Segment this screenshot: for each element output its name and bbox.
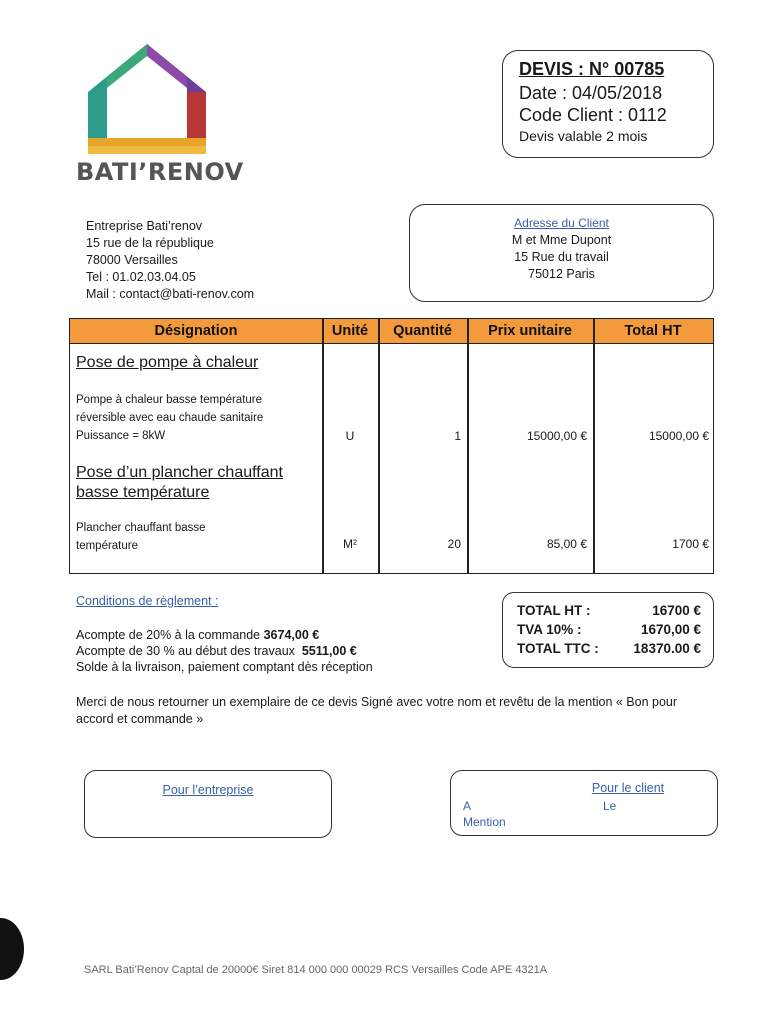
company-line: 78000 Versailles [86,253,178,267]
description-line: réversible avec eau chaude sanitaire [76,412,264,424]
total-ht-label: TOTAL HT : [517,603,591,618]
deposit-works-line [76,643,373,659]
column-divider [593,319,595,573]
totals-box [502,592,714,668]
company-signature-box [84,770,332,838]
company-address [86,218,254,303]
company-line: Entreprise Bati’renov [86,219,203,233]
header-prix-unitaire: Prix unitaire [488,323,572,339]
client-address-box [409,204,714,302]
client-line: 75012 Paris [528,267,595,281]
row-quantity: 1 [454,429,461,443]
client-signature-place: A [463,799,472,813]
header-unite: Unité [331,323,369,339]
company-line: 15 rue de la république [86,236,214,250]
description-line: température [76,540,139,552]
total-ttc-label: TOTAL TTC : [517,641,599,656]
table-header-row [70,319,713,344]
total-ttc-row [517,639,701,658]
tva-value: 1670,00 € [640,622,701,637]
balance-line: Solde à la livraison, paiement comptant dès réception [76,660,373,674]
deposit-order-amount: 3674,00 € [263,628,320,642]
client-signature-box [450,770,718,836]
devis-date: Date : 04/05/2018 [519,83,663,103]
client-address-title: Adresse du Client [514,216,609,230]
conditions-lines [76,627,373,675]
client-signature-date: Le [603,799,617,813]
column-divider [467,319,469,573]
company-line: Tel : 01.02.03.04.05 [86,270,196,284]
total-ttc-value: 18370.00 € [633,641,701,656]
description-line: Pompe à chaleur basse température [76,394,263,406]
devis-validity: Devis valable 2 mois [519,128,648,144]
section-title [76,463,283,503]
company-line: Mail : contact@bati-renov.com [86,287,255,301]
total-ht-value: 16700 € [652,603,701,618]
section-title-line: basse température [76,484,210,501]
column-divider [378,319,380,573]
brand-name: BATI’RENOV [76,158,244,186]
row-unit-price: 15000,00 € [526,429,587,443]
row-unit: U [345,429,355,443]
description-line: Puissance = 8kW [76,430,166,442]
company-signature-title: Pour l’entreprise [162,783,254,797]
deposit-order-text: Acompte de 20% à la commande [76,628,264,642]
bati-renov-logo-icon [82,40,212,162]
section-description [76,519,206,555]
client-signature-mention: Mention [463,815,506,829]
devis-number: DEVIS : N° 00785 [519,59,665,79]
section-title-line: Pose d’un plancher chauffant [76,464,283,481]
tva-label: TVA 10% : [517,622,582,637]
client-signature-title: Pour le client [591,781,665,795]
deposit-works-amount: 5511,00 € [301,644,357,658]
total-ht-row [517,601,701,620]
row-unit: M² [343,537,357,551]
devis-info-box [502,50,714,158]
description-line: Plancher chauffant basse [76,522,206,534]
client-code: Code Client : 0112 [519,105,667,125]
return-instructions: Merci de nous retourner un exemplaire de ce devis Signé avec votre nom et revêtu de la mention « Bon pour accord et commande » [76,695,678,726]
conditions-title: Conditions de règlement : [76,594,219,608]
deposit-works-text: Acompte de 30 % au début des travaux [76,644,302,658]
legal-footer: SARL Bati’Renov Captal de 20000€ Siret 814 000 000 00029 RCS Versailles Code APE 4321A [84,964,548,976]
row-quantity: 20 [447,537,461,551]
row-total: 15000,00 € [648,429,709,443]
row-unit-price: 85,00 € [546,537,587,551]
tva-row [517,620,701,639]
section-title: Pose de pompe à chaleur [76,354,259,371]
page-corner-mark [0,918,24,980]
row-total: 1700 € [672,537,709,551]
quote-table [69,318,714,574]
deposit-order-line [76,627,373,643]
section-description [76,391,263,445]
client-line: M et Mme Dupont [511,233,612,247]
column-divider [322,319,324,573]
header-designation: Désignation [154,323,238,339]
client-line: 15 Rue du travail [514,250,609,264]
header-quantite: Quantité [393,323,452,339]
header-total-ht: Total HT [624,323,682,339]
